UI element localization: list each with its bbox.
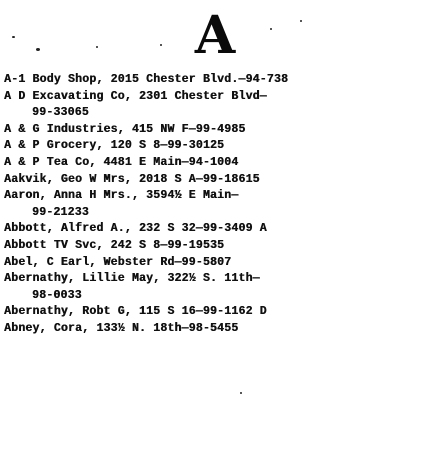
listing-entry — [4, 172, 434, 189]
entry-line: Aakvik, Geo W Mrs, 2018 S A—99-18615 — [4, 172, 260, 186]
entry-line: Abbott, Alfred A., 232 S 32—99-3409 A — [4, 222, 267, 236]
listing-entry — [4, 221, 434, 238]
print-speck — [300, 20, 302, 22]
print-speck — [36, 48, 40, 51]
listing-entry — [4, 72, 434, 89]
listing-entry — [4, 255, 434, 272]
listing-entry — [4, 122, 434, 139]
listing-entry — [4, 321, 434, 338]
directory-listing — [4, 72, 434, 338]
entry-line: Abernathy, Robt G, 115 S 16—99-1162 D — [4, 305, 267, 319]
entry-line: Abbott TV Svc, 242 S 8—99-19535 — [4, 238, 225, 252]
entry-line: A-1 Body Shop, 2015 Chester Blvd.—94-738 — [4, 73, 289, 86]
entry-line: A & P Grocery, 120 S 8—99-30125 — [4, 139, 225, 153]
listing-entry — [4, 138, 434, 155]
entry-continuation: 99-33065 — [32, 106, 89, 120]
entry-line: Abel, C Earl, Webster Rd—99-5807 — [4, 255, 232, 269]
print-speck — [270, 28, 272, 30]
entry-line: A D Excavating Co, 2301 Chester Blvd— — [4, 89, 267, 103]
print-speck — [240, 392, 242, 394]
entry-line: A & G Industries, 415 NW F—99-4985 — [4, 122, 246, 136]
listing-entry — [4, 271, 434, 304]
listing-entry — [4, 238, 434, 255]
entry-line: A & P Tea Co, 4481 E Main—94-1004 — [4, 155, 239, 169]
listing-entry — [4, 304, 434, 321]
print-speck — [12, 36, 15, 38]
listing-entry — [4, 188, 434, 221]
entry-continuation: 99-21233 — [32, 205, 89, 219]
print-speck — [160, 44, 162, 46]
entry-continuation: 98-0033 — [32, 288, 82, 302]
print-speck — [96, 46, 98, 48]
listing-entry — [4, 89, 434, 122]
entry-line: Abernathy, Lillie May, 322½ S. 11th— — [4, 272, 260, 286]
entry-line: Aaron, Anna H Mrs., 3594½ E Main— — [4, 189, 239, 203]
entry-line: Abney, Cora, 133½ N. 18th—98-5455 — [4, 321, 239, 335]
section-heading: A — [194, 5, 236, 66]
listing-entry — [4, 155, 434, 172]
